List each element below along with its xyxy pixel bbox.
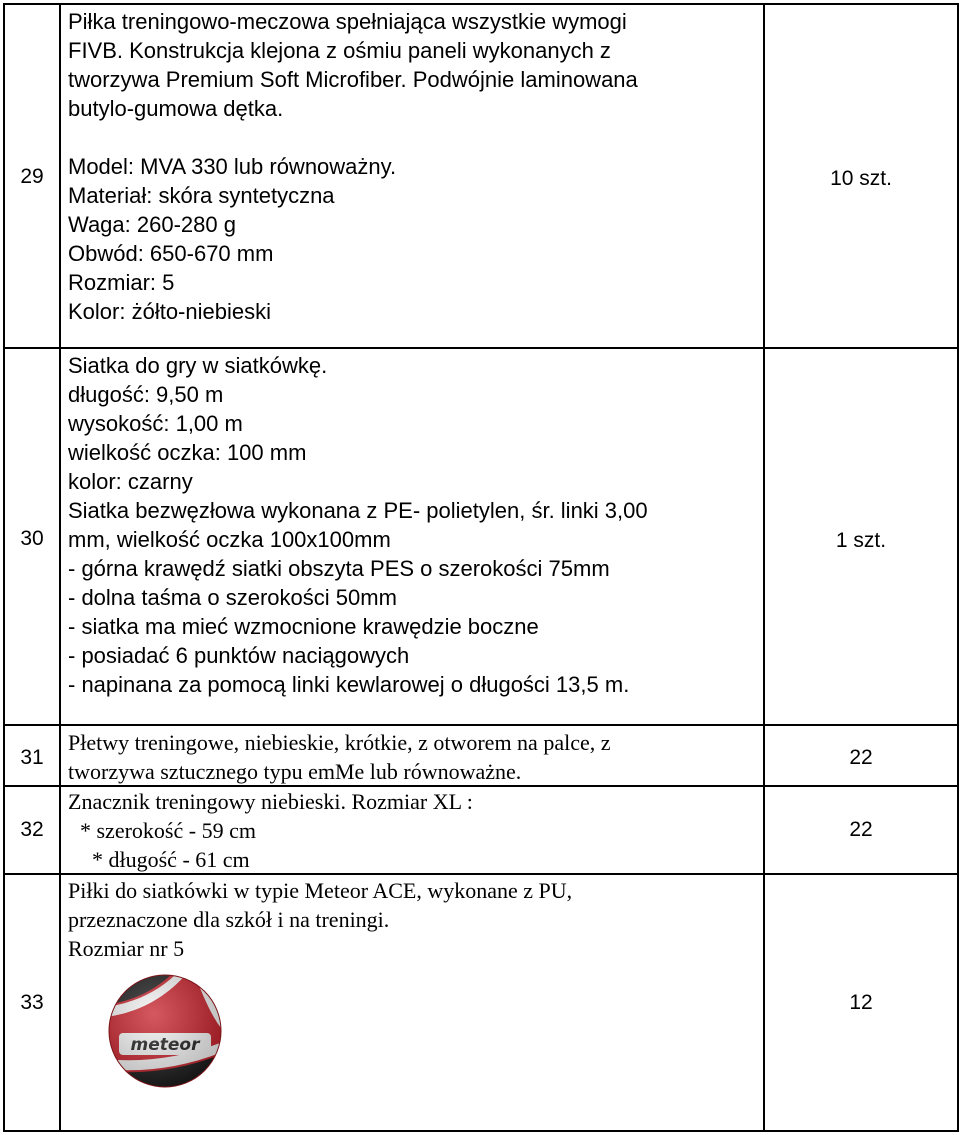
table-border-bottom [3,1130,959,1132]
table-border-top [3,3,959,5]
description-line: wysokość: 1,00 m [68,411,243,436]
description-line: * szerokość - 59 cm [80,818,256,843]
row-description [68,876,572,963]
row-number: 32 [20,818,44,841]
description-line: butylo-gumowa dętka. [68,96,284,121]
row-divider-29-30 [3,347,959,349]
description-line: - siatka ma mieć wzmocnione krawędzie boczne [68,614,539,639]
row-quantity: 12 [849,991,873,1014]
description-line: Rozmiar nr 5 [68,936,185,961]
description-line [68,123,638,152]
description-line: - napinana za pomocą linki kewlarowej o długości 13,5 m. [68,672,630,697]
description-line: Siatka bezwęzłowa wykonana z PE- polietylen, śr. linki 3,00 [68,498,648,523]
volleyball-image [105,971,225,1091]
row-description [68,351,648,699]
product-table [3,3,959,1132]
description-line: przeznaczone dla szkół i na treningi. [68,907,390,932]
row-quantity: 22 [849,746,873,769]
description-line: długość: 9,50 m [68,382,224,407]
description-line: mm, wielkość oczka 100x100mm [68,527,391,552]
description-line: Materiał: skóra syntetyczna [68,183,335,208]
row-number: 30 [20,527,44,550]
row-quantity: 22 [849,818,873,841]
description-line: Znacznik treningowy niebieski. Rozmiar XL : [68,789,473,814]
description-line: Płetwy treningowe, niebieskie, krótkie, z otworem na palce, z [68,730,611,755]
row-divider-30-31 [3,724,959,726]
description-line: kolor: czarny [68,469,193,494]
column-divider-number [59,3,61,1132]
row-quantity: 1 szt. [835,529,887,552]
description-line: - posiadać 6 punktów naciągowych [68,643,410,668]
description-line: Model: MVA 330 lub równoważny. [68,154,397,179]
row-number: 29 [20,165,44,188]
description-line: Rozmiar: 5 [68,270,175,295]
description-line: Obwód: 650-670 mm [68,241,274,266]
description-line: tworzywa sztucznego typu emMe lub równoważne. [68,759,522,784]
description-line: Siatka do gry w siatkówkę. [68,353,328,378]
description-line: Kolor: żółto-niebieski [68,299,271,324]
description-line: Piłka treningowo-meczowa spełniająca wszystkie wymogi [68,9,627,34]
description-line: Piłki do siatkówki w typie Meteor ACE, wykonane z PU, [68,878,573,903]
description-line: * długość - 61 cm [92,847,250,872]
description-line: FIVB. Konstrukcja klejona z ośmiu paneli wykonanych z [68,38,611,63]
description-line: tworzywa Premium Soft Microfiber. Podwójnie laminowana [68,67,638,92]
description-line: Waga: 260-280 g [68,212,236,237]
description-line: - górna krawędź siatki obszyta PES o szerokości 75mm [68,556,610,581]
description-line: wielkość oczka: 100 mm [68,440,307,465]
row-description [68,7,638,326]
row-number: 33 [20,991,44,1014]
row-number: 31 [20,746,44,769]
row-quantity: 10 szt. [830,167,892,190]
table-border-right [957,3,959,1132]
row-description [68,787,473,874]
description-line: - dolna taśma o szerokości 50mm [68,585,397,610]
row-description [68,728,611,786]
